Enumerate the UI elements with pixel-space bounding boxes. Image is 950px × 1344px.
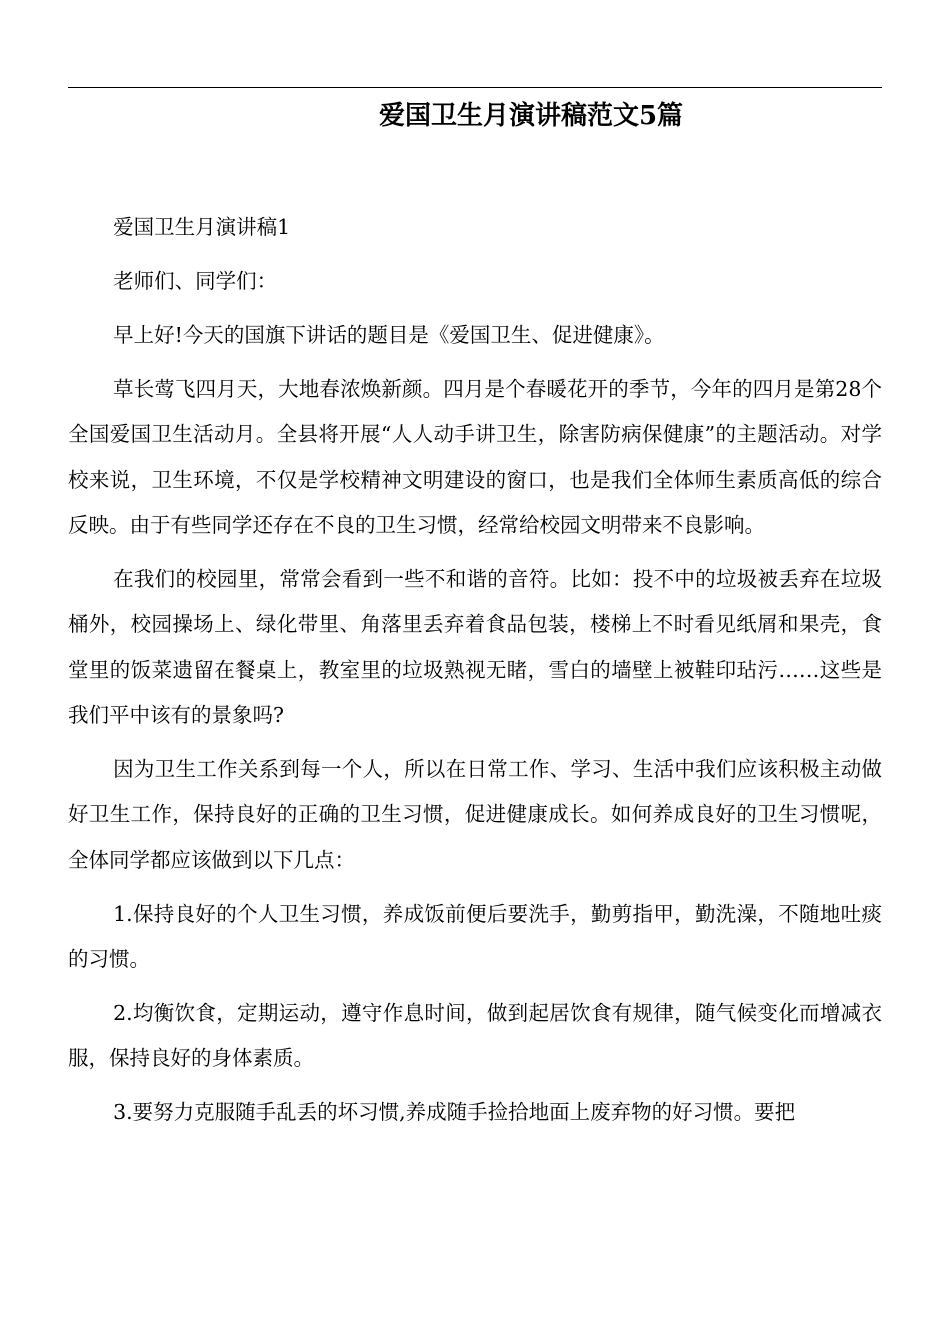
header-rule — [68, 87, 882, 88]
list-item-paragraph: 3.要努力克服随手乱丢的坏习惯,养成随手捡拾地面上废弃物的好习惯。要把 — [113, 1100, 796, 1125]
speech-heading: 爱国卫生月演讲稿1 — [113, 215, 291, 239]
salutation: 老师们、同学们： — [113, 268, 278, 293]
document-body — [68, 205, 882, 1144]
list-item-paragraph: 2.均衡饮食，定期运动，遵守作息时间，做到起居饮食有规律，随气候变化而增减衣服，保持良好的身体素质。 — [68, 1001, 882, 1071]
body-paragraph: 因为卫生工作关系到每一个人，所以在日常工作、学习、生活中我们应该积极主动做好卫生工作，保持良好的正确的卫生习惯，促进健康成长。如何养成良好的卫生习惯呢，全体同学都应该做到以下几点： — [68, 756, 882, 872]
list-item-paragraph: 1.保持良好的个人卫生习惯，养成饭前便后要洗手，勤剪指甲，勤洗澡，不随地吐痰的习惯。 — [68, 901, 882, 972]
body-paragraph: 在我们的校园里，常常会看到一些不和谐的音符。比如：投不中的垃圾被丢弃在垃圾桶外，校园操场上、绿化带里、角落里丢弃着食品包装，楼梯上不时看见纸屑和果壳，食堂里的饭菜遗留在餐桌上，教室里的垃圾熟视无睹，雪白的墙壁上被鞋印玷污……这些是我们平中该有的景象吗? — [68, 566, 882, 728]
body-paragraph: 草长莺飞四月天，大地春浓焕新颜。四月是个春暖花开的季节，今年的四月是第28个全国爱国卫生活动月。全县将开展“人人动手讲卫生，除害防病保健康”的主题活动。对学校来说，卫生环境，不仅是学校精神文明建设的窗口，也是我们全体师生素质高低的综合反映。由于有些同学还存在不良的卫生习惯，经常给校园文明带来不良影响。 — [68, 376, 882, 537]
greeting-paragraph: 早上好!今天的国旗下讲话的题目是《爱国卫生、促进健康》。 — [113, 322, 665, 347]
document-title: 爱国卫生月演讲稿范文5篇 — [378, 101, 684, 131]
